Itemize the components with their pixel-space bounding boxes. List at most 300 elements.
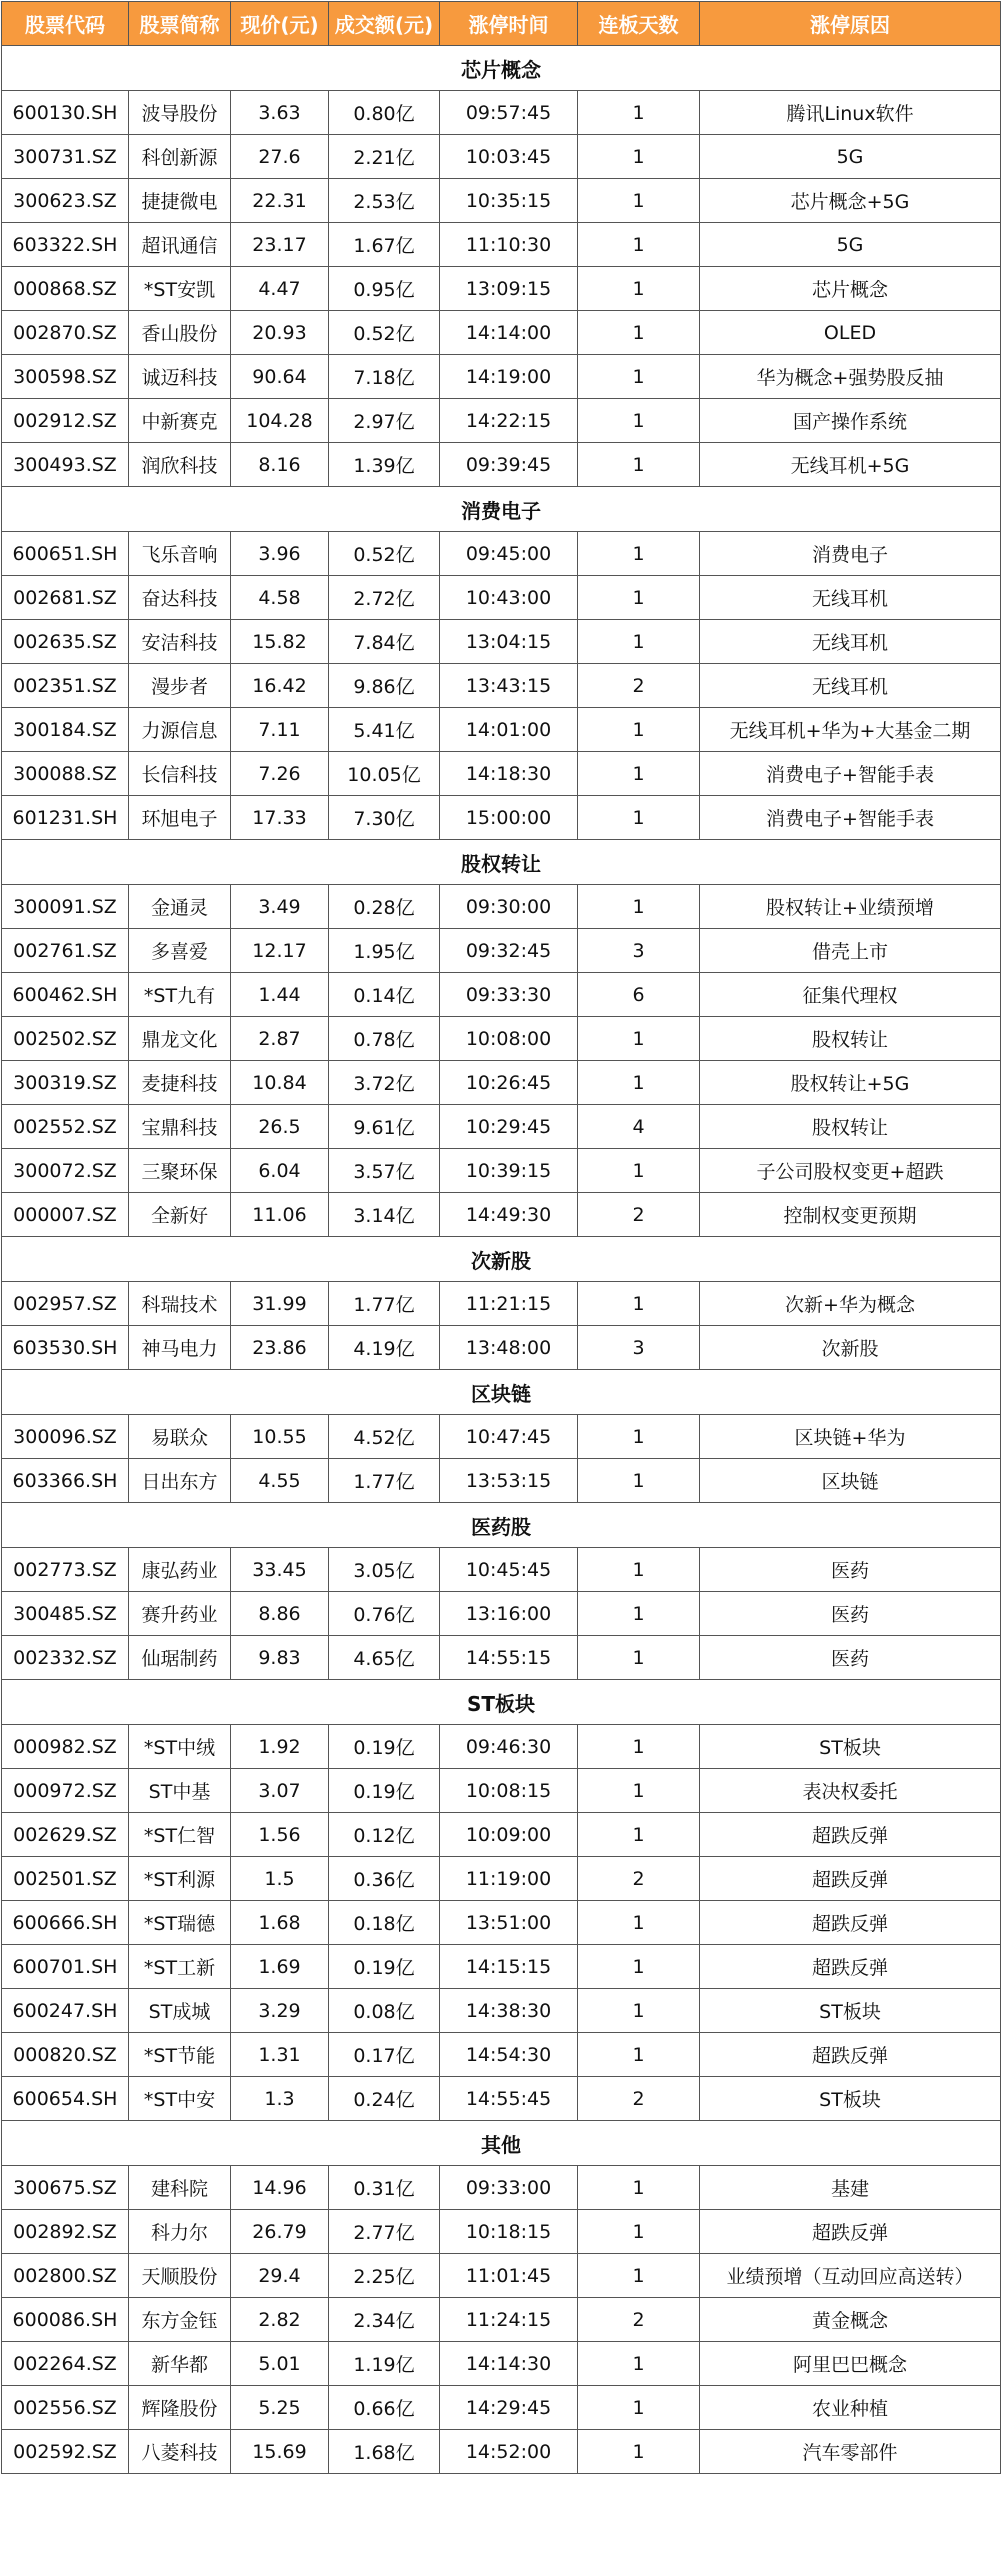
table-row <box>2 355 1001 399</box>
reason-cell: 阿里巴巴概念 <box>700 2342 1001 2386</box>
price-cell: 33.45 <box>231 1548 329 1592</box>
stock-name-cell: *ST仁智 <box>129 1813 231 1857</box>
turnover-cell: 0.08亿 <box>329 1989 440 2033</box>
reason-cell: 消费电子+智能手表 <box>700 796 1001 840</box>
turnover-cell: 0.76亿 <box>329 1592 440 1636</box>
reason-cell: 超跌反弹 <box>700 1901 1001 1945</box>
reason-cell: 芯片概念+5G <box>700 179 1001 223</box>
limit-up-time-cell: 15:00:00 <box>440 796 578 840</box>
price-cell: 23.17 <box>231 223 329 267</box>
category-row <box>2 1503 1001 1548</box>
table-row <box>2 179 1001 223</box>
consecutive-days-cell: 1 <box>578 1769 700 1813</box>
stock-name-cell: 全新好 <box>129 1193 231 1237</box>
limit-up-time-cell: 14:49:30 <box>440 1193 578 1237</box>
price-cell: 14.96 <box>231 2166 329 2210</box>
price-cell: 1.44 <box>231 973 329 1017</box>
stock-code-cell: 002773.SZ <box>2 1548 129 1592</box>
consecutive-days-cell: 1 <box>578 620 700 664</box>
stock-code-cell: 002351.SZ <box>2 664 129 708</box>
consecutive-days-cell: 1 <box>578 1945 700 1989</box>
stock-code-cell: 300091.SZ <box>2 885 129 929</box>
stock-code-cell: 002501.SZ <box>2 1857 129 1901</box>
limit-up-time-cell: 11:01:45 <box>440 2254 578 2298</box>
category-row <box>2 840 1001 885</box>
stock-code-cell: 300598.SZ <box>2 355 129 399</box>
stock-name-cell: 新华都 <box>129 2342 231 2386</box>
stock-code-cell: 002800.SZ <box>2 2254 129 2298</box>
stock-name-cell: *ST节能 <box>129 2033 231 2077</box>
stock-code-cell: 600086.SH <box>2 2298 129 2342</box>
category-label: 消费电子 <box>2 487 1001 532</box>
stock-name-cell: 力源信息 <box>129 708 231 752</box>
consecutive-days-cell: 1 <box>578 1901 700 1945</box>
consecutive-days-cell: 1 <box>578 2342 700 2386</box>
table-row <box>2 1017 1001 1061</box>
price-cell: 4.58 <box>231 576 329 620</box>
turnover-cell: 7.18亿 <box>329 355 440 399</box>
price-cell: 7.11 <box>231 708 329 752</box>
table-row <box>2 2342 1001 2386</box>
stock-name-cell: 安洁科技 <box>129 620 231 664</box>
stock-name-cell: ST中基 <box>129 1769 231 1813</box>
turnover-cell: 0.95亿 <box>329 267 440 311</box>
stock-code-cell: 002892.SZ <box>2 2210 129 2254</box>
price-cell: 6.04 <box>231 1149 329 1193</box>
table-row <box>2 91 1001 135</box>
stock-name-cell: *ST工新 <box>129 1945 231 1989</box>
stock-code-cell: 002502.SZ <box>2 1017 129 1061</box>
consecutive-days-cell: 1 <box>578 1989 700 2033</box>
stock-name-cell: 易联众 <box>129 1415 231 1459</box>
turnover-cell: 1.95亿 <box>329 929 440 973</box>
table-row <box>2 1592 1001 1636</box>
price-cell: 4.47 <box>231 267 329 311</box>
reason-cell: 基建 <box>700 2166 1001 2210</box>
consecutive-days-cell: 1 <box>578 355 700 399</box>
stock-name-cell: 辉隆股份 <box>129 2386 231 2430</box>
stock-name-cell: 奋达科技 <box>129 576 231 620</box>
reason-cell: 超跌反弹 <box>700 1857 1001 1901</box>
price-cell: 11.06 <box>231 1193 329 1237</box>
limit-up-time-cell: 14:38:30 <box>440 1989 578 2033</box>
price-cell: 1.31 <box>231 2033 329 2077</box>
turnover-cell: 3.72亿 <box>329 1061 440 1105</box>
limit-up-time-cell: 11:21:15 <box>440 1282 578 1326</box>
stock-code-cell: 002761.SZ <box>2 929 129 973</box>
table-row <box>2 2033 1001 2077</box>
stock-name-cell: *ST九有 <box>129 973 231 1017</box>
category-row <box>2 1370 1001 1415</box>
limit-up-time-cell: 11:19:00 <box>440 1857 578 1901</box>
turnover-cell: 0.78亿 <box>329 1017 440 1061</box>
reason-cell: 黄金概念 <box>700 2298 1001 2342</box>
reason-cell: 华为概念+强势股反抽 <box>700 355 1001 399</box>
table-row <box>2 708 1001 752</box>
stock-name-cell: 建科院 <box>129 2166 231 2210</box>
consecutive-days-cell: 1 <box>578 2166 700 2210</box>
header-consecutive-days: 连板天数 <box>578 2 700 46</box>
consecutive-days-cell: 1 <box>578 2430 700 2474</box>
price-cell: 1.92 <box>231 1725 329 1769</box>
reason-cell: ST板块 <box>700 1989 1001 2033</box>
turnover-cell: 3.05亿 <box>329 1548 440 1592</box>
limit-up-time-cell: 13:09:15 <box>440 267 578 311</box>
table-row <box>2 973 1001 1017</box>
consecutive-days-cell: 1 <box>578 91 700 135</box>
limit-up-time-cell: 13:51:00 <box>440 1901 578 1945</box>
header-stock-code: 股票代码 <box>2 2 129 46</box>
turnover-cell: 2.21亿 <box>329 135 440 179</box>
reason-cell: 汽车零部件 <box>700 2430 1001 2474</box>
category-label: 其他 <box>2 2121 1001 2166</box>
table-row <box>2 1282 1001 1326</box>
reason-cell: 消费电子+智能手表 <box>700 752 1001 796</box>
limit-up-time-cell: 09:32:45 <box>440 929 578 973</box>
turnover-cell: 4.65亿 <box>329 1636 440 1680</box>
table-row <box>2 1725 1001 1769</box>
stock-code-cell: 600247.SH <box>2 1989 129 2033</box>
table-row <box>2 752 1001 796</box>
turnover-cell: 0.66亿 <box>329 2386 440 2430</box>
category-label: 芯片概念 <box>2 46 1001 91</box>
consecutive-days-cell: 1 <box>578 2210 700 2254</box>
stock-name-cell: 神马电力 <box>129 1326 231 1370</box>
turnover-cell: 10.05亿 <box>329 752 440 796</box>
stock-code-cell: 603366.SH <box>2 1459 129 1503</box>
stock-name-cell: ST成城 <box>129 1989 231 2033</box>
stock-code-cell: 300088.SZ <box>2 752 129 796</box>
stock-name-cell: 多喜爱 <box>129 929 231 973</box>
reason-cell: ST板块 <box>700 2077 1001 2121</box>
consecutive-days-cell: 1 <box>578 1282 700 1326</box>
price-cell: 27.6 <box>231 135 329 179</box>
stock-name-cell: 中新赛克 <box>129 399 231 443</box>
table-row <box>2 929 1001 973</box>
table-row <box>2 311 1001 355</box>
reason-cell: 区块链 <box>700 1459 1001 1503</box>
reason-cell: 无线耳机 <box>700 620 1001 664</box>
reason-cell: 芯片概念 <box>700 267 1001 311</box>
reason-cell: 股权转让+业绩预增 <box>700 885 1001 929</box>
price-cell: 1.5 <box>231 1857 329 1901</box>
limit-up-time-cell: 09:45:00 <box>440 532 578 576</box>
turnover-cell: 5.41亿 <box>329 708 440 752</box>
turnover-cell: 2.53亿 <box>329 179 440 223</box>
turnover-cell: 2.97亿 <box>329 399 440 443</box>
price-cell: 2.87 <box>231 1017 329 1061</box>
limit-up-time-cell: 10:39:15 <box>440 1149 578 1193</box>
limit-up-time-cell: 10:08:15 <box>440 1769 578 1813</box>
limit-up-time-cell: 14:19:00 <box>440 355 578 399</box>
price-cell: 15.82 <box>231 620 329 664</box>
reason-cell: 次新股 <box>700 1326 1001 1370</box>
stock-code-cell: 002592.SZ <box>2 2430 129 2474</box>
turnover-cell: 0.52亿 <box>329 532 440 576</box>
turnover-cell: 2.25亿 <box>329 2254 440 2298</box>
consecutive-days-cell: 1 <box>578 796 700 840</box>
stock-code-cell: 300731.SZ <box>2 135 129 179</box>
consecutive-days-cell: 6 <box>578 973 700 1017</box>
reason-cell: 超跌反弹 <box>700 1945 1001 1989</box>
table-row <box>2 2430 1001 2474</box>
consecutive-days-cell: 1 <box>578 2386 700 2430</box>
turnover-cell: 0.31亿 <box>329 2166 440 2210</box>
table-row <box>2 1105 1001 1149</box>
consecutive-days-cell: 1 <box>578 1725 700 1769</box>
limit-up-time-cell: 14:55:15 <box>440 1636 578 1680</box>
reason-cell: 超跌反弹 <box>700 2210 1001 2254</box>
stock-code-cell: 300623.SZ <box>2 179 129 223</box>
stock-name-cell: 长信科技 <box>129 752 231 796</box>
limit-up-time-cell: 13:04:15 <box>440 620 578 664</box>
limit-up-time-cell: 10:29:45 <box>440 1105 578 1149</box>
table-row <box>2 2077 1001 2121</box>
table-row <box>2 2386 1001 2430</box>
table-row <box>2 2210 1001 2254</box>
stock-name-cell: *ST中绒 <box>129 1725 231 1769</box>
consecutive-days-cell: 1 <box>578 532 700 576</box>
limit-up-time-cell: 14:22:15 <box>440 399 578 443</box>
price-cell: 17.33 <box>231 796 329 840</box>
table-row <box>2 1857 1001 1901</box>
price-cell: 8.16 <box>231 443 329 487</box>
turnover-cell: 1.77亿 <box>329 1282 440 1326</box>
consecutive-days-cell: 2 <box>578 664 700 708</box>
reason-cell: 消费电子 <box>700 532 1001 576</box>
table-row <box>2 796 1001 840</box>
consecutive-days-cell: 1 <box>578 1017 700 1061</box>
consecutive-days-cell: 2 <box>578 1193 700 1237</box>
stock-name-cell: 漫步者 <box>129 664 231 708</box>
stock-name-cell: 麦捷科技 <box>129 1061 231 1105</box>
limit-up-time-cell: 14:15:15 <box>440 1945 578 1989</box>
consecutive-days-cell: 1 <box>578 1061 700 1105</box>
turnover-cell: 0.18亿 <box>329 1901 440 1945</box>
turnover-cell: 1.39亿 <box>329 443 440 487</box>
stock-code-cell: 601231.SH <box>2 796 129 840</box>
stock-name-cell: 捷捷微电 <box>129 179 231 223</box>
limit-up-time-cell: 14:01:00 <box>440 708 578 752</box>
stock-name-cell: 科力尔 <box>129 2210 231 2254</box>
stock-name-cell: 鼎龙文化 <box>129 1017 231 1061</box>
consecutive-days-cell: 1 <box>578 443 700 487</box>
stock-code-cell: 603322.SH <box>2 223 129 267</box>
limit-up-time-cell: 11:24:15 <box>440 2298 578 2342</box>
turnover-cell: 2.72亿 <box>329 576 440 620</box>
turnover-cell: 4.52亿 <box>329 1415 440 1459</box>
stock-name-cell: 飞乐音响 <box>129 532 231 576</box>
stock-code-cell: 002681.SZ <box>2 576 129 620</box>
stock-name-cell: 仙琚制药 <box>129 1636 231 1680</box>
price-cell: 5.01 <box>231 2342 329 2386</box>
reason-cell: 5G <box>700 223 1001 267</box>
stock-code-cell: 002552.SZ <box>2 1105 129 1149</box>
stock-code-cell: 000868.SZ <box>2 267 129 311</box>
limit-up-time-cell: 14:55:45 <box>440 2077 578 2121</box>
reason-cell: 股权转让 <box>700 1017 1001 1061</box>
limit-up-time-cell: 14:52:00 <box>440 2430 578 2474</box>
stock-code-cell: 300319.SZ <box>2 1061 129 1105</box>
price-cell: 4.55 <box>231 1459 329 1503</box>
stock-name-cell: 三聚环保 <box>129 1149 231 1193</box>
table-row <box>2 267 1001 311</box>
turnover-cell: 7.84亿 <box>329 620 440 664</box>
reason-cell: 区块链+华为 <box>700 1415 1001 1459</box>
table-row <box>2 1901 1001 1945</box>
limit-up-time-cell: 14:14:30 <box>440 2342 578 2386</box>
reason-cell: 超跌反弹 <box>700 2033 1001 2077</box>
price-cell: 23.86 <box>231 1326 329 1370</box>
consecutive-days-cell: 1 <box>578 885 700 929</box>
limit-up-time-cell: 10:43:00 <box>440 576 578 620</box>
header-stock-name: 股票简称 <box>129 2 231 46</box>
reason-cell: 5G <box>700 135 1001 179</box>
turnover-cell: 0.28亿 <box>329 885 440 929</box>
stock-code-cell: 002957.SZ <box>2 1282 129 1326</box>
limit-up-time-cell: 13:16:00 <box>440 1592 578 1636</box>
table-row <box>2 532 1001 576</box>
reason-cell: 次新+华为概念 <box>700 1282 1001 1326</box>
category-label: 股权转让 <box>2 840 1001 885</box>
stock-name-cell: *ST安凯 <box>129 267 231 311</box>
table-row <box>2 1415 1001 1459</box>
category-row <box>2 46 1001 91</box>
turnover-cell: 0.36亿 <box>329 1857 440 1901</box>
table-row <box>2 1459 1001 1503</box>
stock-name-cell: 科创新源 <box>129 135 231 179</box>
price-cell: 16.42 <box>231 664 329 708</box>
stock-code-cell: 002264.SZ <box>2 2342 129 2386</box>
stock-code-cell: 002556.SZ <box>2 2386 129 2430</box>
table-row <box>2 664 1001 708</box>
stock-code-cell: 300493.SZ <box>2 443 129 487</box>
reason-cell: 腾讯Linux软件 <box>700 91 1001 135</box>
price-cell: 104.28 <box>231 399 329 443</box>
stock-code-cell: 002870.SZ <box>2 311 129 355</box>
consecutive-days-cell: 1 <box>578 135 700 179</box>
stock-code-cell: 002332.SZ <box>2 1636 129 1680</box>
stock-code-cell: 300072.SZ <box>2 1149 129 1193</box>
table-header <box>2 2 1001 46</box>
limit-up-time-cell: 14:18:30 <box>440 752 578 796</box>
table-row <box>2 135 1001 179</box>
stock-code-cell: 002635.SZ <box>2 620 129 664</box>
turnover-cell: 0.24亿 <box>329 2077 440 2121</box>
consecutive-days-cell: 1 <box>578 1415 700 1459</box>
table-row <box>2 1061 1001 1105</box>
table-row <box>2 1326 1001 1370</box>
limit-up-time-cell: 14:14:00 <box>440 311 578 355</box>
reason-cell: 无线耳机+华为+大基金二期 <box>700 708 1001 752</box>
stock-code-cell: 300675.SZ <box>2 2166 129 2210</box>
price-cell: 7.26 <box>231 752 329 796</box>
category-label: 次新股 <box>2 1237 1001 1282</box>
consecutive-days-cell: 1 <box>578 1813 700 1857</box>
turnover-cell: 4.19亿 <box>329 1326 440 1370</box>
limit-up-time-cell: 10:08:00 <box>440 1017 578 1061</box>
price-cell: 10.55 <box>231 1415 329 1459</box>
consecutive-days-cell: 4 <box>578 1105 700 1149</box>
turnover-cell: 0.12亿 <box>329 1813 440 1857</box>
reason-cell: 无线耳机 <box>700 664 1001 708</box>
limit-up-time-cell: 09:33:30 <box>440 973 578 1017</box>
consecutive-days-cell: 1 <box>578 1459 700 1503</box>
limit-up-time-cell: 09:57:45 <box>440 91 578 135</box>
reason-cell: 国产操作系统 <box>700 399 1001 443</box>
header-limit-up-reason: 涨停原因 <box>700 2 1001 46</box>
price-cell: 1.3 <box>231 2077 329 2121</box>
reason-cell: 医药 <box>700 1548 1001 1592</box>
limit-up-time-cell: 09:30:00 <box>440 885 578 929</box>
limit-up-time-cell: 10:45:45 <box>440 1548 578 1592</box>
price-cell: 15.69 <box>231 2430 329 2474</box>
category-row <box>2 487 1001 532</box>
limit-up-time-cell: 13:48:00 <box>440 1326 578 1370</box>
turnover-cell: 2.77亿 <box>329 2210 440 2254</box>
limit-up-time-cell: 10:03:45 <box>440 135 578 179</box>
stock-code-cell: 600130.SH <box>2 91 129 135</box>
header-current-price: 现价(元) <box>231 2 329 46</box>
limit-up-time-cell: 10:09:00 <box>440 1813 578 1857</box>
limit-up-time-cell: 09:39:45 <box>440 443 578 487</box>
limit-up-time-cell: 10:26:45 <box>440 1061 578 1105</box>
stock-name-cell: *ST中安 <box>129 2077 231 2121</box>
reason-cell: 无线耳机+5G <box>700 443 1001 487</box>
stock-name-cell: 超讯通信 <box>129 223 231 267</box>
consecutive-days-cell: 1 <box>578 311 700 355</box>
price-cell: 5.25 <box>231 2386 329 2430</box>
stock-name-cell: 宝鼎科技 <box>129 1105 231 1149</box>
limit-up-time-cell: 13:53:15 <box>440 1459 578 1503</box>
stock-code-cell: 300096.SZ <box>2 1415 129 1459</box>
turnover-cell: 1.68亿 <box>329 2430 440 2474</box>
consecutive-days-cell: 1 <box>578 1548 700 1592</box>
price-cell: 22.31 <box>231 179 329 223</box>
consecutive-days-cell: 1 <box>578 2254 700 2298</box>
reason-cell: ST板块 <box>700 1725 1001 1769</box>
price-cell: 3.29 <box>231 1989 329 2033</box>
limit-up-time-cell: 09:46:30 <box>440 1725 578 1769</box>
consecutive-days-cell: 2 <box>578 2077 700 2121</box>
stock-name-cell: 香山股份 <box>129 311 231 355</box>
stock-name-cell: 天顺股份 <box>129 2254 231 2298</box>
consecutive-days-cell: 1 <box>578 223 700 267</box>
reason-cell: 无线耳机 <box>700 576 1001 620</box>
reason-cell: 医药 <box>700 1636 1001 1680</box>
stock-code-cell: 600666.SH <box>2 1901 129 1945</box>
reason-cell: 农业种植 <box>700 2386 1001 2430</box>
consecutive-days-cell: 3 <box>578 929 700 973</box>
price-cell: 90.64 <box>231 355 329 399</box>
price-cell: 12.17 <box>231 929 329 973</box>
reason-cell: 医药 <box>700 1592 1001 1636</box>
consecutive-days-cell: 1 <box>578 267 700 311</box>
table-row <box>2 1193 1001 1237</box>
turnover-cell: 7.30亿 <box>329 796 440 840</box>
limit-up-time-cell: 09:33:00 <box>440 2166 578 2210</box>
turnover-cell: 0.19亿 <box>329 1725 440 1769</box>
reason-cell: 表决权委托 <box>700 1769 1001 1813</box>
limit-up-time-cell: 10:35:15 <box>440 179 578 223</box>
stock-code-cell: 300485.SZ <box>2 1592 129 1636</box>
table-row <box>2 1769 1001 1813</box>
stock-code-cell: 603530.SH <box>2 1326 129 1370</box>
consecutive-days-cell: 2 <box>578 2298 700 2342</box>
turnover-cell: 1.19亿 <box>329 2342 440 2386</box>
turnover-cell: 0.52亿 <box>329 311 440 355</box>
category-label: 区块链 <box>2 1370 1001 1415</box>
